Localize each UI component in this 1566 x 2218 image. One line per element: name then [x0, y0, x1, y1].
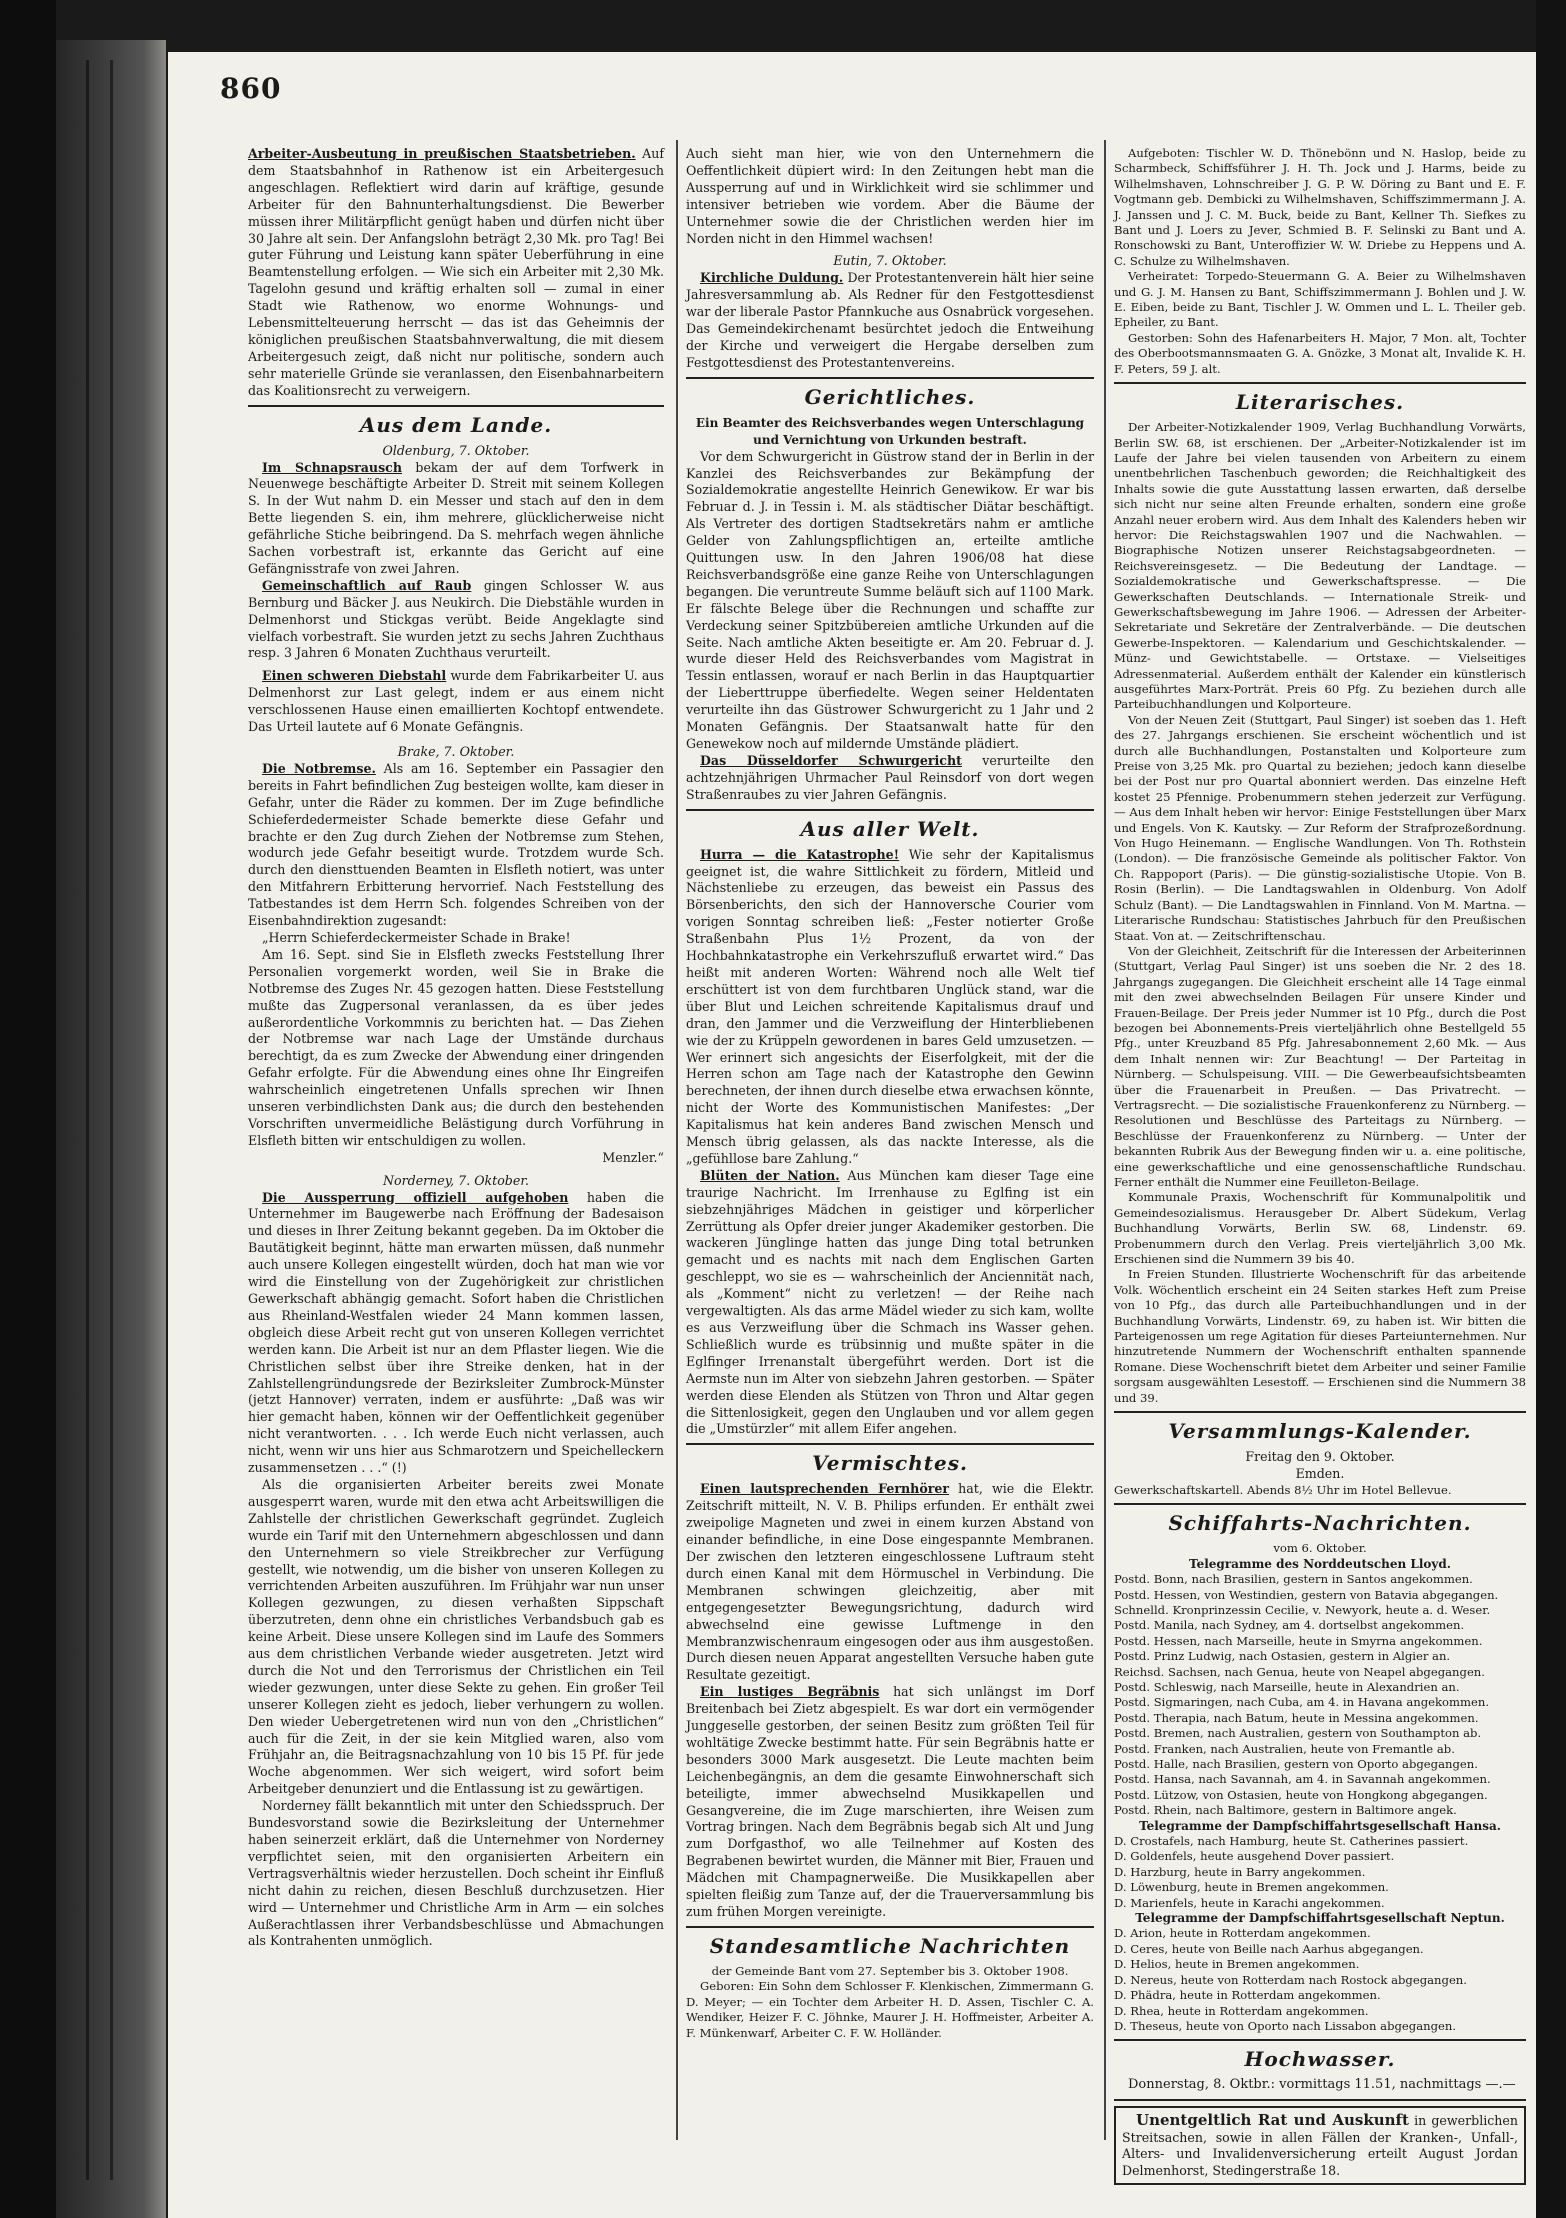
article-body: Wie sehr der Kapitalismus geeignet ist, die wahre Sittlichkeit zu fördern, Mitleid und Nächstenliebe zu erzeugen, das beweist ein Passus des Börsenberichts, den sich der Hannoversche Courier vom vorigen Sonntag schreiben ließ: „Fester notierter Große Straßenbahn Plus 1½ Prozent, da von der Hochbahnkatastrophe ein Verkehrszufluß erwartet wird.“ Das heißt mit anderen Worten: Während noch alle Welt tief erschüttert ist von dem furchtbaren Unglück stand, war die über Blut und Leichen schreitende Kapitalismus drauf und dran, den Jammer und die Verzweiflung der Hinterbliebenen wie der zu Krüppeln gewordenen in bares Geld umzusetzen. — Wer erinnert sich angesichts der Eiserfolgkeit, mit der die Herren schon am Tage nach der Katastrophe den Gewinn berechneten, der ihnen durch dieselbe etwa erwachsen könnte, nicht der Worte des Kommunistischen Manifestes: „Der Kapitalismus hat kein anderes Band zwischen Mensch und Mensch übrig gelassen, als das nackte Interesse, als die „gefühllose bare Zahlung.“	[686, 846, 1094, 1166]
column-rule	[1104, 140, 1106, 2140]
literature-notizkalender: Der Arbeiter-Notizkalender 1909, Verlag Buchhandlung Vorwärts, Berlin SW. 68, ist erschienen. Der „Arbeiter-Notizkalender ist im Laufe der Jahre bei vielen tausenden von Arbeitern zu einem unentbehrlichen Taschenbuch geworden; die Reichhaltigkeit des Inhalts sowie die gute Ausstattung lassen erwarten, daß derselbe sich nicht nur seine alten Freunde erhalten, sondern eine große Anzahl neuer erobern wird. Aus dem Inhalt des Kalenders heben wir hervor: Die Reichstagswahlen 1907 und die Nachwahlen. — Biographische Notizen unserer Reichstagsabgeordneten. — Reichsvereinsgesetz. — Die Bedeutung der Landtage. — Sozialdemokratische und Gewerkschaftspresse. — Die Gewerkschaften Deutschlands. — Internationale Streik- und Gewerkschaftsbewegung im Jahre 1906. — Adressen der Arbeiter-Sekretariate und Sekretäre der Zentralverbände. — Die deutschen Gewerbe-Inspektoren. — Kalendarium und Geschichtskalender. — Münz- und Gewichtstabelle. — Ortstaxe. — Vielseitiges Adressenmaterial. Außerdem enthält der Kalender ein künstlerisch ausgeführtes Marx-Porträt. Preis 60 Pfg. Zu beziehen durch alle Parteibuchhandlungen und Kolporteure.	[1114, 420, 1526, 712]
shipping-entry: Postd. Hessen, nach Marseille, heute in Smyrna angekommen.	[1114, 1633, 1483, 1648]
shipping-list-hansa	[1114, 1834, 1526, 1911]
shipping-entry: Postd. Franken, nach Australien, heute von Fremantle ab.	[1114, 1741, 1455, 1756]
shipping-entry: Postd. Prinz Ludwig, nach Ostasien, gestern in Algier an.	[1114, 1649, 1451, 1664]
shipping-entry: D. Arion, heute in Rotterdam angekommen.	[1114, 1926, 1371, 1941]
letter-signature: Menzler.“	[602, 1149, 664, 1165]
shipping-entry: D. Rhea, heute in Rotterdam angekommen.	[1114, 2003, 1369, 2018]
shipping-entry: Reichsd. Sachsen, nach Genua, heute von Neapel abgegangen.	[1114, 1664, 1485, 1679]
spine-fold-line	[86, 60, 89, 2180]
section-divider	[686, 377, 1094, 379]
shipping-entry: Postd. Schleswig, nach Marseille, heute in Alexandrien an.	[1114, 1679, 1460, 1694]
article-body: bekam der auf dem Torfwerk in Neuenwege beschäftigte Arbeiter D. Streit mit seinem Kollegen S. In der Wut nahm D. ein Messer und stach auf den in dem Bette liegenden S. ein, ihm mehrere, glücklicherweise nicht gefährliche Stiche beibringend. Da S. mehrfach wegen ähnliche Sachen vorbestraft ist, erkannte das Gericht auf eine Gefängnisstrafe von zwei Jahren.	[248, 459, 664, 576]
section-divider	[1114, 1503, 1526, 1505]
section-heading-standesamt: Standesamtliche Nachrichten	[709, 1933, 1071, 1958]
literature-freie-stunden: In Freien Stunden. Illustrierte Wochenschrift für das arbeitende Volk. Wöchentlich erscheint ein 24 Seiten starkes Heft zum Preise von 10 Pfg., das durch alle Parteibuchhandlungen und in der Buchhandlung Vorwärts, Lindenstr. 69, zu haben ist. Wir bitten die Parteigenossen um rege Agitation für dieses Parteiunternehmen. Nur hinzutretende Nummern der Wochenschrift enthalten spannende Romane. Diese Wochenschrift bietet dem Arbeiter und seiner Familie sorgsam ausgewählten Lesestoff. — Erschienen sind die Nummern 38 und 39.	[1114, 1267, 1526, 1405]
section-heading-gerichtliches: Gerichtliches.	[804, 384, 976, 409]
article-body: hat, wie die Elektr. Zeitschrift mitteilt, N. V. B. Philips erfunden. Er enthält zwei zweipolige Magneten und zwei in einem kurzen Abstand von einander befindliche, in eine Dose eingespannte Membranen. Der zwischen den letzteren eingeschlossene Luftraum steht durch einen Kanal mit dem Hörmuschel in Verbindung. Die Membranen schwingen gleichzeitig, aber mit entgegengesetzter Bewegungsrichtung, dadurch wird abwechselnd eine gewisse Luftmenge in den Membranzwischenraum eingesogen oder aus ihm ausgestoßen. Durch diesen neuen Apparat angestellten Versuche haben gute Resultate gezeitigt.	[686, 1481, 1094, 1683]
article-title: Arbeiter-Ausbeutung in preußischen Staatsbetrieben.	[248, 146, 636, 161]
binder-edge	[0, 0, 56, 2218]
shipping-entry: Postd. Bremen, nach Australien, gestern von Southampton ab.	[1114, 1726, 1482, 1741]
article-arbeiter-ausbeutung	[248, 146, 664, 400]
flood-tide-times: Donnerstag, 8. Oktbr.: vormittags 11.51, nachmittags —.—	[1128, 2077, 1516, 2093]
shipping-entry: Postd. Lützow, von Ostasien, heute von Hongkong abgegangen.	[1114, 1787, 1488, 1802]
article-schnapsrausch	[248, 460, 664, 578]
letter-salutation: „Herrn Schieferdeckermeister Schade in Brake!	[262, 929, 571, 945]
column-2	[686, 146, 1094, 2041]
article-lead: Einen lautsprechenden Fernhörer	[700, 1481, 950, 1497]
section-divider	[1114, 382, 1526, 384]
article-lead: Gemeinschaftlich auf Raub	[262, 577, 472, 593]
article-lead: Die Aussperrung offiziell aufgehoben	[262, 1189, 569, 1205]
shipping-entry: Postd. Rhein, nach Baltimore, gestern in Baltimore angek.	[1114, 1803, 1457, 1818]
article-duesseldorf	[686, 753, 1094, 804]
standesamt-geboren: Geboren: Ein Sohn dem Schlosser F. Klenkischen, Zimmermann G. D. Meyer; — ein Tochter dem Arbeiter H. D. Assen, Tischler C. A. Wendiker, Heizer F. C. Jöhnke, Maurer J. H. Hoffmeister, Arbeiter A. F. Münkenwarf, Arbeiter C. F. W. Holländer.	[686, 1979, 1094, 2040]
article-lead: Kirchliche Duldung.	[700, 270, 844, 286]
section-heading-literarisches: Literarisches.	[1235, 390, 1405, 415]
article-notbremse	[248, 761, 664, 930]
standesamt-gestorben: Gestorben: Sohn des Hafenarbeiters H. Major, 7 Mon. alt, Tochter des Oberbootsmannsmaaten G. A. Gnözke, 3 Monat alt, Invalide K. H. F. Peters, 59 J. alt.	[1114, 330, 1526, 376]
article-aussperrung	[248, 1190, 664, 1477]
article-kirchliche-duldung	[686, 270, 1094, 371]
shipping-entry: Postd. Halle, nach Brasilien, gestern von Oporto abgegangen.	[1114, 1757, 1478, 1771]
article-body: Aus München kam dieser Tage eine traurige Nachricht. Im Irrenhause zu Eglfing ist ein siebzehnjähriges Mädchen in geistiger und körperlicher Zerrüttung als Opfer dreier junger Akademiker gestorben. Die wackeren Jünglinge hatten das junge Ding total betrunken gemacht und es nachts mit nach dem Englischen Garten geschleppt, wo sie es — wahrscheinlich der Anciennität nach, als „Komment“ nicht zu verletzen! — der Reihe nach vergewaltigten. Als das arme Mädel wieder zu sich kam, wollte es aus Verzweiflung über die Schmach ins Wasser gehen. Schließlich wurde es trübsinnig und mußte später in die Eglfinger Irrenanstalt übergeführt werden. Dort ist die Aermste nun im Alter von siebzehn Jahren gestorben. — Später werden diese Elenden als Stützen von Thron und Altar gegen die Sittenlosigkeit, gegen den Unglauben und vor allem gegen die „Umstürzler“ mit allem Eifer angehen.	[686, 1167, 1094, 1437]
shipping-date: vom 6. Oktober.	[1273, 1541, 1367, 1556]
shipping-entry: Postd. Bonn, nach Brasilien, gestern in Santos angekommen.	[1114, 1572, 1473, 1587]
dateline: Oldenburg, 7. Oktober.	[382, 442, 530, 458]
shipping-entry: D. Goldenfels, heute ausgehend Dover passiert.	[1114, 1849, 1395, 1864]
article-body: Norderney fällt bekanntlich mit unter den Schiedsspruch. Der Bundesvorstand sowie die Bezirksleitung der Unternehmer haben seinerzeit erklärt, daß die Unternehmer von Norderney verpflichtet seien, mit den organisierten Arbeitern ein Vertragsverhältnis wieder herzustellen. Doch scheint ihr Einfluß nicht dahin zu reichen, diesen Beschluß durchzusetzen. Hier wird — Unternehmer und Christliche Arm in Arm — ein solches Außerachtlassen ihrer Verbandsbeschlüsse und Abmachungen als Kontrahenten unmöglich.	[248, 1798, 664, 1949]
literature-gleichheit: Von der Gleichheit, Zeitschrift für die Interessen der Arbeiterinnen (Stuttgart, Verlag Paul Singer) ist uns soeben die Nr. 2 des 18. Jahrgangs zugegangen. Die Gleichheit erscheint alle 14 Tage einmal mit den zwei abwechselnden Beilagen Für unsere Kinder und Frauen-Beilage. Der Preis jeder Nummer ist 10 Pfg., durch die Post bezogen bei Abonnements-Preis vierteljährlich ohne Bestellgeld 55 Pfg., unter Kreuzband 85 Pfg. Jahresabonnement 2,60 Mk. — Aus dem Inhalt nennen wir: Zur Beachtung! — Der Parteitag in Nürnberg. — Schulspeisung. VIII. — Die Gewerbeaufsichtsbeamten über die Frauenarbeit in Preußen. — Das Privatrecht. — Vertragsrecht. — Die sozialistische Frauenkonferenz zu Nürnberg. — Resolutionen und Beschlüsse des Parteitags zu Nürnberg. — Beschlüsse der Frauenkonferenz zu Nürnberg. — Unter der bekannten Rubrik Aus der Bewegung finden wir u. a. eine politische, eine gewerkschaftliche und eine genossenschaftliche Rundschau. Ferner enthält die Nummer eine Feuilleton-Beilage.	[1114, 943, 1526, 1189]
shipping-list-neptun	[1114, 1926, 1526, 2034]
article-lead: Ein lustiges Begräbnis	[700, 1684, 880, 1700]
article-subheading: Ein Beamter des Reichsverbandes wegen Unterschlagung und Vernichtung von Urkunden bestraft.	[695, 415, 1085, 447]
shipping-entry: Postd. Therapia, nach Batum, heute in Messina angekommen.	[1114, 1710, 1479, 1725]
page-number: 860	[220, 72, 282, 105]
article-body: Der Protestantenverein hält hier seine Jahresversammlung ab. Als Redner für den Festgottesdienst war der liberale Pastor Pfannkuche aus Osnabrück vorgesehen. Das Gemeindekirchenamt besürchtet jedoch die Entweihung der Kirche und verweigert die Hergabe derselben zum Festgottesdienst des Protestantenvereins.	[686, 270, 1095, 370]
article-body: gingen Schlosser W. aus Bernburg und Bäcker J. aus Neukirch. Die Diebstähle wurden in Delmenhorst und Stickgas verübt. Beide Angeklagte sind vielfach vorbestraft. Sie wurden jetzt zu sechs Jahren Zuchthaus resp. 3 Jahren 6 Monaten Zuchthaus verurteilt.	[248, 577, 664, 661]
shipping-entry: D. Phädra, heute in Rotterdam angekommen.	[1114, 1988, 1381, 2003]
column-3	[1114, 146, 1526, 2185]
article-body: Als die organisierten Arbeiter bereits zwei Monate ausgesperrt waren, wurde mit den etwa acht Arbeitswilligen die Zahlstelle der christlichen Gewerkschaft gegründet. Zugleich wurde ein Tarif mit den Unternehmern abgeschlossen und dann den Unternehmern so viele Streikbrecher zur Verfügung gestellt, wie notwendig, um die bisher von unseren Kollegen zu verrichtenden Arbeiten auszuführen. Im Frühjahr war nun unser Kollegen gezwungen, zu diesen verhaßten Sippschaft überzutreten, denn ohne ein christliches Verbandsbuch gab es keine Arbeit. Diese unsere Kollegen sind im Laufe des Sommers aus dem christlichen Verbande wieder ausgetreten. Jetzt wird durch die Not und den Terrorismus der Christlichen ein Teil wieder gezwungen, unter diese Sekte zu gehen. Ein großer Teil unserer Kollegen zieht es jedoch, lieber verhungern zu wollen. Den wieder Uebergetretenen wird nun von den „Christlichen“ auch für die Zeit, in der sie kein Mitglied waren, also vom Frühjahr an, die Beitragsnachzahlung von 10 bis 15 Pf. für jede Woche abgenommen. Wer sich weigert, wird sofort beim Arbeitgeber denunziert und die Entlassung ist zu gewärtigen.	[248, 1476, 664, 1797]
dateline: Norderney, 7. Oktober.	[383, 1172, 529, 1188]
shipping-entry: D. Theseus, heute von Oporto nach Lissabon abgegangen.	[1114, 2018, 1457, 2033]
shipping-entry: D. Helios, heute in Bremen angekommen.	[1114, 1957, 1360, 1972]
section-divider	[248, 405, 664, 407]
dateline: Eutin, 7. Oktober.	[833, 253, 947, 269]
dateline: Brake, 7. Oktober.	[397, 744, 515, 759]
section-heading-schiffahrt: Schiffahrts-Nachrichten.	[1168, 1511, 1472, 1536]
article-lead: Einen schweren Diebstahl	[262, 668, 447, 684]
literature-kommunale-praxis: Kommunale Praxis, Wochenschrift für Kommunalpolitik und Gemeindesozialismus. Herausgeber Dr. Albert Südekum, Verlag Buchhandlung Vorwärts, Berlin SW. 68, Lindenstr. 69. Probenummern durch den Verlag. Preis vierteljährlich 3,00 Mk. Erschienen sind die Nummern 39 bis 40.	[1114, 1190, 1526, 1267]
standesamt-verheiratet: Verheiratet: Torpedo-Steuermann G. A. Beier zu Wilhelmshaven und G. J. M. Hansen zu Bant, Schiffszimmermann J. Bohlen und J. W. E. Eiben, beide zu Bant, Tischler J. W. Ommen und L. L. Theiler geb. Epheiler, zu Bant.	[1114, 269, 1526, 330]
article-body: Vor dem Schwurgericht in Güstrow stand der in Berlin in der Kanzlei des Reichsverbandes zur Bekämpfung der Sozialdemokratie angestellte Heinrich Genewikow. Er war bis Februar d. J. in Tessin i. M. als städtischer Diätar beschäftigt. Als Vertreter des dortigen Stadtsekretärs nahm er amtliche Gelder von Zahlungspflichtigen an, erteilte amtliche Quittungen usw. In den Jahren 1906/08 hat diese Reichsverbandsgröße eine ganze Reihe von Unterschlagungen begangen. Die veruntreute Summe beläuft sich auf 1100 Mark. Er fälschte Belege über die Rechnungen und schaffte zur Verdeckung seiner Spitzbübereien amtliche Urkunden auf die Seite. Nach amtliche Akten beseitigte er. Am 20. Februar d. J. wurde dieser Held des Reichsverbandes vom Magistrat in Tessin entlassen, worauf er nach Berlin in das Hauptquartier der Lieberttruppe überfiedelte. Wegen seiner Heldentaten verurteilte ihn das Güstrower Schwurgericht zu 1 Jahr und 2 Monaten Gefängnis. Der Staatsanwalt hatte für den Genewekow noch auf mildernde Umstände plädiert.	[686, 448, 1094, 751]
section-divider	[1114, 2099, 1526, 2101]
shipping-entry: Postd. Hessen, von Westindien, gestern von Batavia abgegangen.	[1114, 1587, 1499, 1602]
telegram-heading-hansa: Telegramme der Dampfschiffahrtsgesellschaft Hansa.	[1139, 1818, 1501, 1833]
article-body: verurteilte den achtzehnjährigen Uhrmacher Paul Reinsdorf von dort wegen Straßenraubes zu vier Jahren Gefängnis.	[686, 752, 1094, 802]
article-fernhoerer	[686, 1481, 1094, 1684]
spine-fold-line	[110, 60, 113, 2180]
article-raub	[248, 578, 664, 663]
article-body: Als am 16. September ein Passagier den bereits in Fahrt befindlichen Zug besteigen wollte, kam dieser in Gefahr, unter die Räder zu kommen. Der im Zuge befindliche Schieferdedermeister Schade bemerkte diese Gefahr und brachte er den Zug durch Ziehen der Notbremse zum Stehen, wodurch jede Gefahr beseitigt wurde. Trotzdem wurde Sch. durch den diensttuenden Beamten in Elsfleth notiert, was unter den Mitfahrern Erbitterung hervorrief. Nach Feststellung des Tatbestandes ist dem Herrn Sch. folgendes Schreiben von der Eisenbahndirektion zugesandt:	[248, 760, 664, 929]
article-blueten	[686, 1168, 1094, 1439]
shipping-entry: D. Nereus, heute von Rotterdam nach Rostock abgegangen.	[1114, 1972, 1467, 1987]
section-divider	[1114, 1411, 1526, 1413]
shipping-entry: D. Marienfels, heute in Karachi angekommen.	[1114, 1895, 1385, 1910]
section-divider	[1114, 2039, 1526, 2041]
calendar-date: Freitag den 9. Oktober.	[1245, 1449, 1395, 1465]
article-lead: Die Notbremse.	[262, 760, 376, 776]
literature-neue-zeit: Von der Neuen Zeit (Stuttgart, Paul Singer) ist soeben das 1. Heft des 27. Jahrgangs erschienen. Sie erscheint wöchentlich und ist durch alle Buchhandlungen, Postanstalten und Kolporteure zum Preise von 3,25 Mk. pro Quartal zu beziehen; jedoch kann dieselbe bei der Post nur pro Quartal abonniert werden. Das einzelne Heft kostet 25 Pfennige. Probenummern stehen jederzeit zur Verfügung. — Aus dem Inhalt heben wir hervor: Einige Feststellungen über Marx und Engels. Von K. Kautsky. — Zur Reform der Strafprozeßordnung. Von Hugo Heinemann. — Englische Wandlungen. Von Th. Rothstein (London). — Die französische Gemeinde als politischer Faktor. Von Ch. Rappoport (Paris). — Die günstig-sozialistische Utopie. Von B. Rosin (Berlin). — Die Landtagswahlen in Oldenburg. Von Adolf Schulz (Bant). — Die Landtagswahlen in Finnland. Von M. Martna. — Literarische Rundschau: Statistisches Jahrbuch für den Preußischen Staat. Von at. — Zeitschriftenschau.	[1114, 712, 1526, 943]
article-lead: Blüten der Nation.	[700, 1167, 840, 1183]
article-body: wurde dem Fabrikarbeiter U. aus Delmenhorst zur Last gelegt, indem er aus einem nicht verschlossenen Hause einen emaillierten Kochtopf entwendete. Das Urteil lautete auf 6 Monate Gefängnis.	[248, 668, 664, 735]
article-hurra	[686, 847, 1094, 1168]
advertisement-rat-auskunft	[1114, 2106, 1526, 2185]
right-page-edge	[1536, 0, 1566, 2218]
article-body: haben die Unternehmer im Baugewerbe nach Eröffnung der Badesaison und dieses in Ihrer Zeitung bekannt gegeben. Da im Oktober die Bautätigkeit beginnt, hätte man erwarten müssen, daß nunmehr auch unsere Kollegen eingestellt würden, doch hat man wie vor wird die Einstellung von der Zugehörigkeit zur christlichen Gewerkschaft abhängig gemacht. Sofort haben die Christlichen aus Rheinland-Westfalen wieder 24 Mann kommen lassen, obgleich diese Arbeit recht gut von unseren Kollegen verrichtet werden kann. Die Arbeit ist nur an dem Pflaster liegen. Wie die Christlichen selbst über ihre Streike denken, hat in der Zahlstellengründungsrede der Bezirksleiter Zumbrock-Münster (jetzt Hannover) verraten, indem er ausführte: „Daß was wir hier gemacht haben, können wir der Oeffentlichkeit gegenüber nicht verantworten. . . . Ich werde Euch nicht verlassen, auch nicht, wenn wir uns hier aus Schmarotzern und Speichelleckern zusammensetzen . . .“ (!)	[248, 1189, 665, 1476]
telegram-heading-neptun: Telegramme der Dampfschiffahrtsgesellschaft Neptun.	[1135, 1911, 1505, 1926]
article-lead: Das Düsseldorfer Schwurgericht	[700, 752, 962, 768]
shipping-entry: D. Crostafels, nach Hamburg, heute St. Catherines passiert.	[1114, 1834, 1469, 1849]
section-divider	[686, 1443, 1094, 1445]
shipping-entry: Postd. Sigmaringen, nach Cuba, am 4. in Havana angekommen.	[1114, 1695, 1490, 1710]
ad-body: in gewerblichen Streitsachen, sowie in allen Fällen der Kranken-, Unfall-, Alters- und Invalidenversicherung erteilt August Jordan Delmenhorst, Stedingerstraße 18.	[1122, 2113, 1518, 2178]
standesamt-aufgeboten: Aufgeboten: Tischler W. D. Thönebönn und N. Haslop, beide zu Scharmbeck, Schiffsführer J. H. Th. Jock und J. Harms, beide zu Wilhelmshaven, Lohnschreiber J. G. P. W. Döring zu Bant und E. F. Vogtmann geb. Dembicki zu Wilhelmshaven, Schiffszimmermann J. A. J. Janssen und J. C. M. Buck, beide zu Bant, Kellner Th. Siefkes zu Bant und J. Loers zu Jever, Schmied B. F. Selinski zu Bant und A. Ronschowski zu Bant, Unteroffizier W. W. Driebe zu Heppens und A. C. Schulze zu Wilhelmshaven.	[1114, 146, 1526, 268]
section-heading-aus-dem-lande: Aus dem Lande.	[359, 412, 553, 437]
section-heading-vermischtes: Vermischtes.	[812, 1451, 968, 1476]
article-lead: Hurra — die Katastrophe!	[700, 846, 900, 862]
article-body: Auch sieht man hier, wie von den Unternehmern die Oeffentlichkeit düpiert wird: In den Zeitungen hebt man die Aussperrung auf und in Wirklichkeit wird sie schlimmer und intensiver betrieben wie vordem. Aber die Bäume der Unternehmer sowie die der Christlichen werden hier im Norden nicht in den Himmel wachsen!	[686, 146, 1094, 246]
shipping-entry: Postd. Manila, nach Sydney, am 4. dortselbst angekommen.	[1114, 1618, 1465, 1633]
section-divider	[686, 809, 1094, 811]
shipping-entry: D. Löwenburg, heute in Bremen angekommen.	[1114, 1880, 1389, 1895]
ad-lead: Unentgeltlich Rat und Auskunft	[1136, 2111, 1409, 2130]
shipping-entry: Postd. Hansa, nach Savannah, am 4. in Savannah angekommen.	[1114, 1772, 1491, 1787]
section-heading-aus-aller-welt: Aus aller Welt.	[800, 816, 980, 841]
column-1	[248, 146, 664, 1950]
letter-body: Am 16. Sept. sind Sie in Elsfleth zwecks Feststellung Ihrer Personalien vorgemerkt worden, weil Sie in Brake die Notbremse des Zuges Nr. 45 gezogen hatten. Diese Feststellung mußte das Zugpersonal veranlassen, da es über jedes außerordentliche Vorkommnis zu berichten hat. — Das Ziehen der Notbremse war nach Lage der Umstände durchaus berechtigt, da es zum Zwecke der Abwendung einer dringenden Gefahr erfolgte. Für die Abwendung eines ohne Ihr Eingreifen wahrscheinlich eingetretenen Unfalls sprechen wir Ihnen unseren verbindlichsten Dank aus; die durch den bestehenden Vorschriften unvermeidliche Belästigung durch Vorführung in Elsfleth bitten wir entschuldigen zu wollen.	[248, 946, 664, 1148]
shipping-list-lloyd	[1114, 1572, 1526, 1819]
article-lead: Im Schnapsrausch	[262, 459, 402, 475]
article-begraebnis	[686, 1684, 1094, 1921]
section-heading-hochwasser: Hochwasser.	[1244, 2047, 1396, 2072]
standesamt-subtitle: der Gemeinde Bant vom 27. September bis 3. Oktober 1908.	[711, 1963, 1069, 1978]
shipping-entry: Schnelld. Kronprinzessin Cecilie, v. Newyork, heute a. d. Weser.	[1114, 1602, 1491, 1617]
article-body: Auf dem Staatsbahnhof in Rathenow ist ein Arbeitergesuch angeschlagen. Reflektiert wird darin auf kräftige, gesunde Arbeiter für den Bahnunterhaltungsdienst. Die Bewerber müssen ihrer Militärpflicht genügt haben und dürfen nicht über 30 Jahre alt sein. Der Anfangslohn beträgt 2,30 Mk. pro Tag! Bei guter Führung und Leistung kann später Ueberführung in eine Beamtenstellung erfolgen. — Wie sich ein Arbeiter mit 2,30 Mk. Tagelohn gesund und kräftig erhalten soll — zumal in einer Stadt wie Rathenow, wo enorme Wohnungs- und Lebensmittelteuerung herrscht — das ist das Geheimnis der königlichen preußischen Staatsbahnverwaltung, die mit diesem Arbeitergesuch zeigt, daß nicht nur politische, sondern auch sehr materielle Gründe sie veranlassen, den Eisenbahnarbeitern das Koalitionsrecht zu verweigern.	[248, 146, 664, 398]
shipping-entry: D. Harzburg, heute in Barry angekommen.	[1114, 1864, 1366, 1879]
article-body: hat sich unlängst im Dorf Breitenbach bei Zietz abgespielt. Es war dort ein vermögender Junggeselle gestorben, der seinen Besitz zum größten Teil für wohltätige Zwecke bestimmt hatte. Für sein Begräbnis hatte er besonders 3000 Mark ausgesetzt. Die Leute machten beim Leichenbegängnis, an dem die gesamte Einwohnerschaft sich beteiligte, immer abwechselnd Musikkapellen und Gesangvereine, die im Zuge marschierten, ihre Weisen zum Vortrag bringen. Nach dem Begräbnis begab sich Alt und Jung zum Dorfgasthof, wo alle Teilnehmer auf Kosten des Begrabenen bewirtet wurden, die Männer mit Bier, Frauen und Mädchen mit Champagnerweiße. Die Musikkapellen aber spielten fleißig zum Tanze auf, der die Trauerversammlung bis zum frühen Morgen vereinigte.	[686, 1684, 1094, 1919]
section-heading-versammlungs-kalender: Versammlungs-Kalender.	[1168, 1419, 1472, 1444]
section-divider	[686, 1926, 1094, 1928]
calendar-entry: Gewerkschaftskartell. Abends 8½ Uhr im Hotel Bellevue.	[1114, 1482, 1452, 1497]
shipping-entry: D. Ceres, heute von Beille nach Aarhus abgegangen.	[1114, 1941, 1424, 1956]
column-rule	[676, 140, 678, 2140]
calendar-city: Emden.	[1295, 1466, 1345, 1481]
article-diebstahl	[248, 668, 664, 736]
telegram-heading-lloyd: Telegramme des Norddeutschen Lloyd.	[1189, 1556, 1451, 1571]
